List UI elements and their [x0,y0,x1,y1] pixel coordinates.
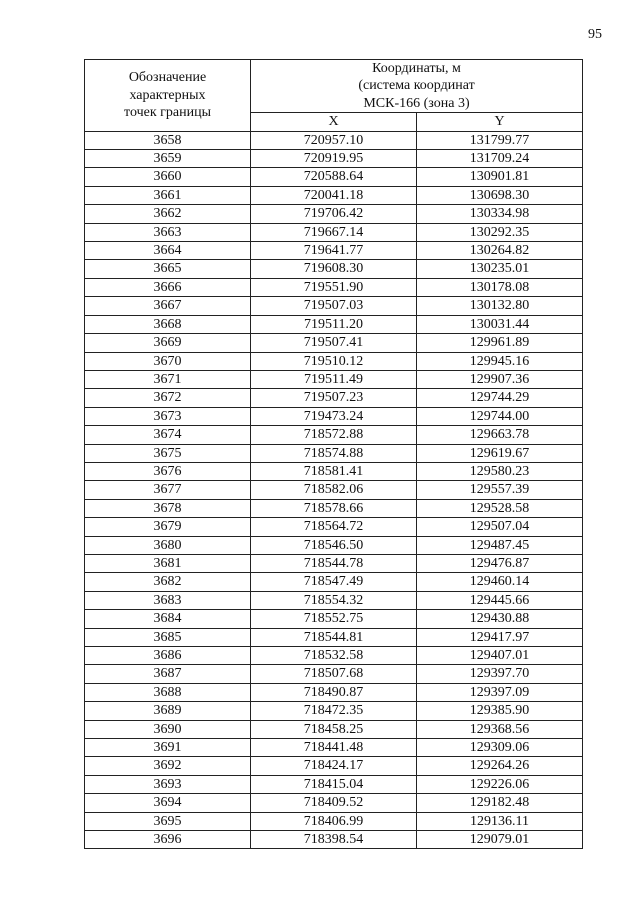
x-cell: 718581.41 [251,462,417,480]
x-cell: 719510.12 [251,352,417,370]
point-cell: 3663 [85,223,251,241]
table-header [85,60,583,132]
table-row [85,242,583,260]
table-row [85,407,583,425]
point-cell: 3682 [85,573,251,591]
point-cell: 3694 [85,794,251,812]
table-row [85,389,583,407]
point-cell: 3680 [85,536,251,554]
table-row [85,720,583,738]
x-cell: 718415.04 [251,775,417,793]
point-column-header [85,60,251,132]
table-row [85,665,583,683]
x-cell: 719511.20 [251,315,417,333]
y-cell: 129309.06 [417,739,583,757]
point-cell: 3696 [85,831,251,849]
table-row [85,757,583,775]
y-cell: 129487.45 [417,536,583,554]
point-cell: 3672 [85,389,251,407]
point-cell: 3667 [85,297,251,315]
point-cell: 3660 [85,168,251,186]
point-cell: 3689 [85,702,251,720]
x-cell: 718398.54 [251,831,417,849]
table-row [85,610,583,628]
table-row [85,518,583,536]
y-cell: 131709.24 [417,150,583,168]
point-header-line-1: Обозначение [128,70,207,86]
y-cell: 129619.67 [417,444,583,462]
point-cell: 3670 [85,352,251,370]
y-cell: 130235.01 [417,260,583,278]
point-cell: 3693 [85,775,251,793]
point-cell: 3678 [85,499,251,517]
table-row [85,315,583,333]
table-row [85,223,583,241]
table-row [85,334,583,352]
table-row [85,205,583,223]
y-cell: 129744.29 [417,389,583,407]
y-cell: 130132.80 [417,297,583,315]
table-row [85,186,583,204]
y-cell: 129079.01 [417,831,583,849]
table-row [85,647,583,665]
y-cell: 129445.66 [417,591,583,609]
point-cell: 3666 [85,278,251,296]
point-cell: 3658 [85,131,251,149]
y-cell: 129580.23 [417,462,583,480]
table-row [85,150,583,168]
x-cell: 719608.30 [251,260,417,278]
table-row [85,702,583,720]
point-cell: 3695 [85,812,251,830]
table-row [85,462,583,480]
y-cell: 129397.09 [417,683,583,701]
coordinates-table [84,59,583,849]
x-cell: 719551.90 [251,278,417,296]
y-cell: 129136.11 [417,812,583,830]
y-cell: 130031.44 [417,315,583,333]
x-cell: 719511.49 [251,370,417,388]
page-number: 95 [588,27,602,42]
y-column-header: Y [417,113,583,131]
y-cell: 129663.78 [417,426,583,444]
point-cell: 3686 [85,647,251,665]
point-cell: 3676 [85,462,251,480]
point-cell: 3685 [85,628,251,646]
y-cell: 130292.35 [417,223,583,241]
coords-header-line-2: (система координат [358,78,475,94]
x-cell: 718409.52 [251,794,417,812]
y-cell: 129226.06 [417,775,583,793]
point-cell: 3690 [85,720,251,738]
table-body [85,131,583,849]
table-row [85,352,583,370]
point-cell: 3665 [85,260,251,278]
y-cell: 129476.87 [417,554,583,572]
coordinates-column-header [251,60,583,113]
x-cell: 720041.18 [251,186,417,204]
y-cell: 130698.30 [417,186,583,204]
x-column-header: X [251,113,417,131]
y-cell: 129385.90 [417,702,583,720]
y-cell: 129182.48 [417,794,583,812]
x-cell: 718547.49 [251,573,417,591]
table-row [85,536,583,554]
x-cell: 718472.35 [251,702,417,720]
y-cell: 129907.36 [417,370,583,388]
x-cell: 718441.48 [251,739,417,757]
x-cell: 718546.50 [251,536,417,554]
x-cell: 719667.14 [251,223,417,241]
table-row [85,794,583,812]
table-row [85,554,583,572]
y-cell: 131799.77 [417,131,583,149]
y-cell: 129430.88 [417,610,583,628]
table-row [85,831,583,849]
point-cell: 3662 [85,205,251,223]
table-row [85,297,583,315]
table-row [85,278,583,296]
point-cell: 3692 [85,757,251,775]
x-cell: 719507.23 [251,389,417,407]
point-cell: 3683 [85,591,251,609]
x-cell: 718564.72 [251,518,417,536]
table-row [85,370,583,388]
point-cell: 3675 [85,444,251,462]
x-cell: 718552.75 [251,610,417,628]
x-cell: 720957.10 [251,131,417,149]
point-cell: 3671 [85,370,251,388]
y-cell: 129460.14 [417,573,583,591]
table-row [85,499,583,517]
point-cell: 3681 [85,554,251,572]
point-cell: 3669 [85,334,251,352]
x-cell: 718574.88 [251,444,417,462]
x-cell: 718406.99 [251,812,417,830]
x-cell: 718424.17 [251,757,417,775]
y-cell: 129417.97 [417,628,583,646]
x-cell: 718507.68 [251,665,417,683]
point-header-line-3: точек границы [124,105,211,121]
point-cell: 3674 [85,426,251,444]
x-cell: 719507.03 [251,297,417,315]
point-cell: 3673 [85,407,251,425]
point-cell: 3684 [85,610,251,628]
x-cell: 718490.87 [251,683,417,701]
y-cell: 129264.26 [417,757,583,775]
point-cell: 3688 [85,683,251,701]
table-row [85,444,583,462]
point-cell: 3661 [85,186,251,204]
point-cell: 3677 [85,481,251,499]
point-cell: 3691 [85,739,251,757]
table-row [85,775,583,793]
table-row [85,573,583,591]
coords-header-line-1: Координаты, м [372,61,461,76]
x-cell: 719473.24 [251,407,417,425]
x-cell: 718582.06 [251,481,417,499]
coords-header-line-3: МСК-166 (зона 3) [363,95,470,111]
table-row [85,168,583,186]
x-cell: 719641.77 [251,242,417,260]
table-row [85,260,583,278]
table-row [85,812,583,830]
x-cell: 718554.32 [251,591,417,609]
table-row [85,628,583,646]
x-cell: 718572.88 [251,426,417,444]
point-cell: 3659 [85,150,251,168]
table-row [85,481,583,499]
y-cell: 129557.39 [417,481,583,499]
x-cell: 718544.81 [251,628,417,646]
x-cell: 719507.41 [251,334,417,352]
x-cell: 720588.64 [251,168,417,186]
y-cell: 129744.00 [417,407,583,425]
x-cell: 718578.66 [251,499,417,517]
table-row [85,739,583,757]
y-cell: 129528.58 [417,499,583,517]
table-row [85,131,583,149]
y-cell: 129397.70 [417,665,583,683]
point-cell: 3679 [85,518,251,536]
y-cell: 130178.08 [417,278,583,296]
point-header-line-2: характерных [129,87,206,103]
y-cell: 130264.82 [417,242,583,260]
y-cell: 130901.81 [417,168,583,186]
point-cell: 3664 [85,242,251,260]
table-row [85,591,583,609]
point-cell: 3668 [85,315,251,333]
y-cell: 129507.04 [417,518,583,536]
y-cell: 129407.01 [417,647,583,665]
y-cell: 129961.89 [417,334,583,352]
table-row [85,683,583,701]
x-cell: 718458.25 [251,720,417,738]
x-cell: 719706.42 [251,205,417,223]
y-cell: 129368.56 [417,720,583,738]
y-cell: 129945.16 [417,352,583,370]
x-cell: 718532.58 [251,647,417,665]
x-cell: 720919.95 [251,150,417,168]
point-cell: 3687 [85,665,251,683]
table-row [85,426,583,444]
x-cell: 718544.78 [251,554,417,572]
y-cell: 130334.98 [417,205,583,223]
